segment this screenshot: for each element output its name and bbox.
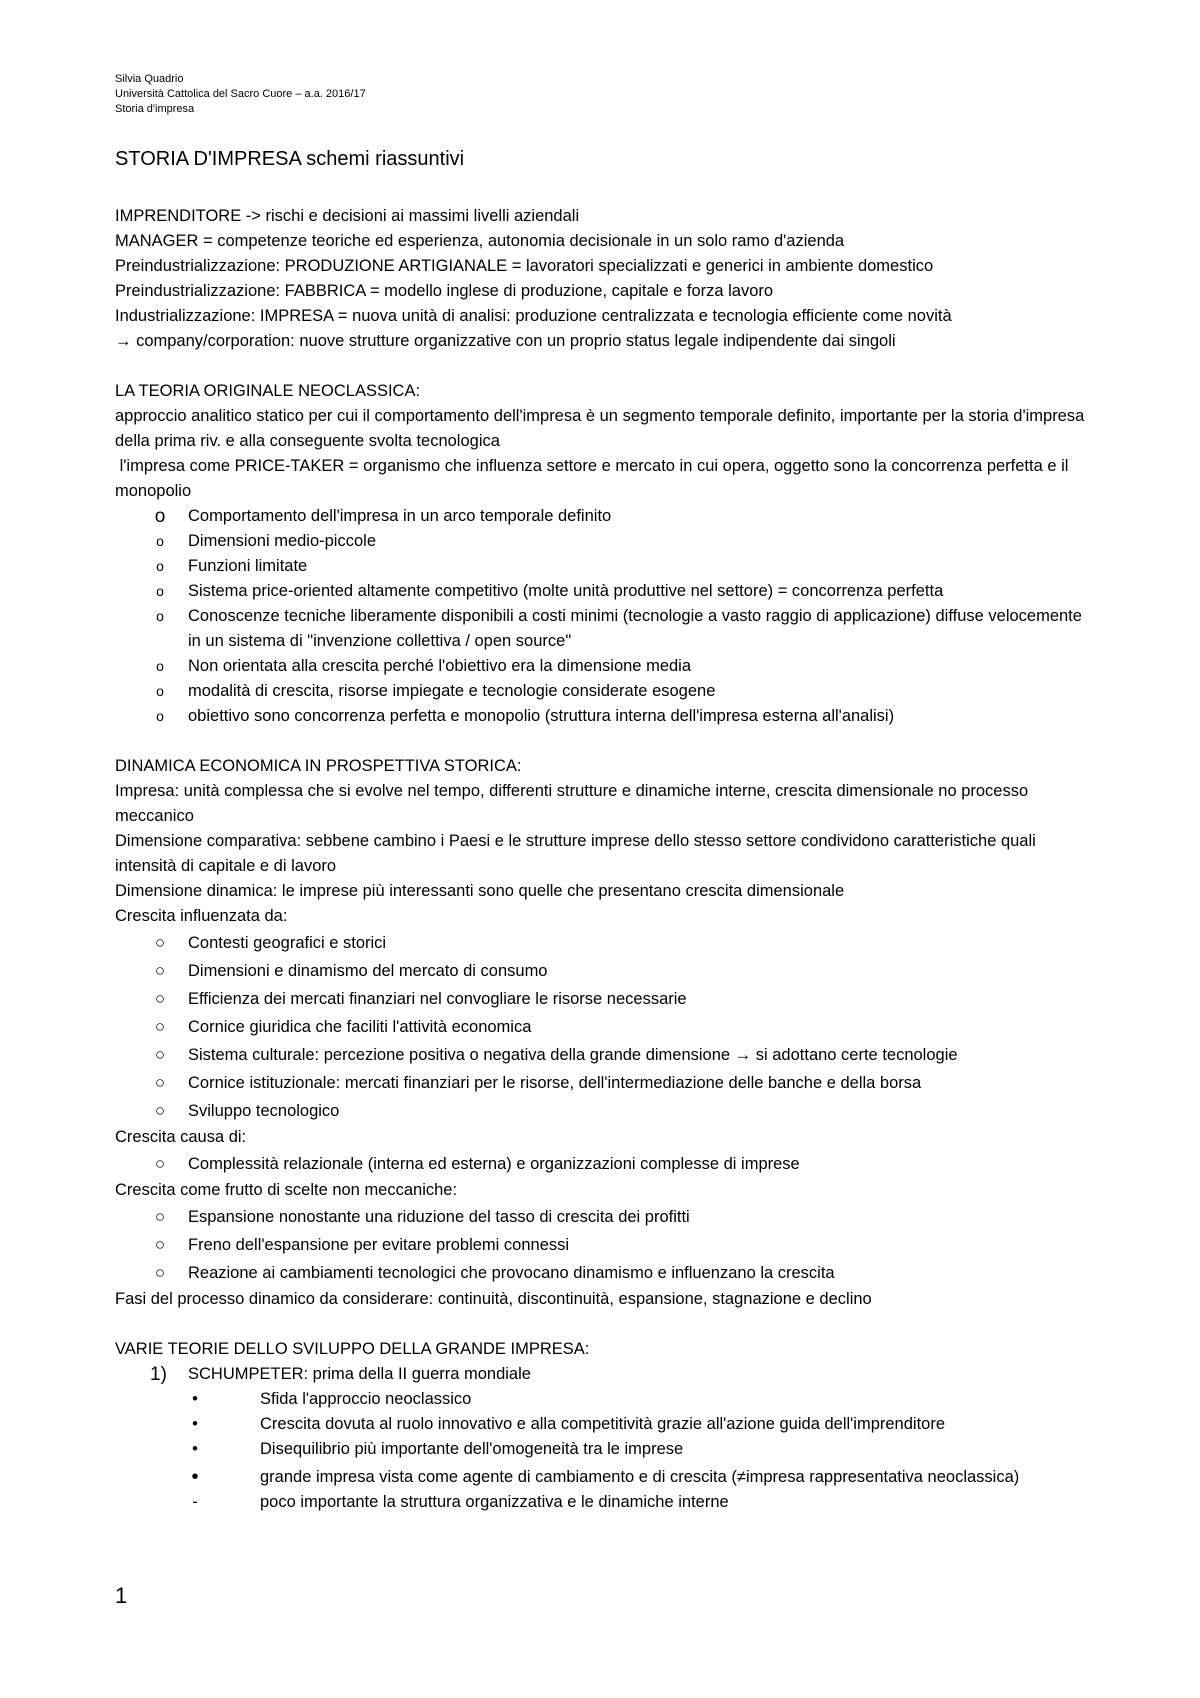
list-marker: ○	[154, 1235, 166, 1254]
list-item	[115, 957, 1095, 985]
bullet-marker: •	[192, 1415, 198, 1433]
list-item-text: Freno dell'espansione per evitare problemi connessi	[188, 1236, 570, 1254]
list-item-text: Sistema price-oriented altamente competitivo (molte unità produttive nel settore) = concorrenza perfetta	[188, 582, 944, 600]
list-item-text: Reazione ai cambiamenti tecnologici che provocano dinamismo e influenzano la crescita	[188, 1264, 835, 1282]
list-marker: o	[156, 658, 164, 674]
list-item	[115, 1013, 1095, 1041]
list-item	[115, 704, 1095, 729]
list-item	[115, 985, 1095, 1013]
list-item	[115, 1097, 1095, 1125]
list-item-text: obiettivo sono concorrenza perfetta e monopolio (struttura interna dell'impresa esterna all'analisi)	[188, 707, 895, 725]
list-marker: ○	[154, 989, 166, 1008]
header-author: Silvia Quadrio	[115, 73, 184, 85]
list-item-text: Dimensioni e dinamismo del mercato di consumo	[188, 962, 548, 980]
list-marker: ○	[154, 1263, 166, 1282]
bullet-item	[115, 1412, 1095, 1437]
header-university: Università Cattolica del Sacro Cuore – a.a. 2016/17	[115, 88, 366, 100]
intro-line: Preindustrializzazione: PRODUZIONE ARTIGIANALE = lavoratori specializzati e generici in ambiente domestico	[115, 257, 934, 275]
list-item-text: Efficienza dei mercati finanziari nel convogliare le risorse necessarie	[188, 990, 687, 1008]
list-item-text: Conoscenze tecniche liberamente disponibili a costi minimi (tecnologie a vasto raggio di applicazione) diffuse velocemente in un sistema di "invenzione collettiva / open source"	[188, 607, 1082, 650]
bullet-marker: •	[192, 1440, 198, 1458]
list-marker: ○	[154, 1154, 166, 1173]
list-marker: o	[156, 533, 164, 549]
list-marker: ○	[154, 1101, 166, 1120]
list-item-text: grande impresa vista come agente di cambiamento e di crescita (≠impresa rappresentativa neoclassica)	[260, 1468, 1020, 1486]
list-item-text: Sfida l'approccio neoclassico	[260, 1390, 472, 1408]
list-label: Crescita come frutto di scelte non meccaniche:	[115, 1181, 458, 1199]
section-heading-teorie: VARIE TEORIE DELLO SVILUPPO DELLA GRANDE IMPRESA:	[115, 1340, 590, 1358]
bullet-item	[115, 1465, 1095, 1490]
list-marker: ○	[154, 961, 166, 980]
list-item	[115, 504, 1095, 529]
list-number: 1)	[150, 1364, 167, 1385]
list-item-text: Sistema culturale: percezione positiva o negativa della grande dimensione → si adottano certe tecnologie	[188, 1046, 958, 1064]
paragraph: Impresa: unità complessa che si evolve nel tempo, differenti strutture e dinamiche interne, crescita dimensionale no processo meccanico	[115, 782, 1029, 825]
page-number: 1	[115, 1583, 128, 1608]
list-marker: o	[156, 583, 164, 599]
paragraph: Fasi del processo dinamico da considerare: continuità, discontinuità, espansione, stagnazione e declino	[115, 1290, 872, 1308]
paragraph: Dimensione comparativa: sebbene cambino i Paesi e le strutture imprese dello stesso settore condividono caratteristiche quali intensità di capitale e di lavoro	[115, 832, 1036, 875]
bullet-item	[115, 1387, 1095, 1412]
list-item	[115, 1069, 1095, 1097]
intro-line: Industrializzazione: IMPRESA = nuova unità di analisi: produzione centralizzata e tecnologia efficiente come novità	[115, 307, 952, 325]
dash-item	[115, 1490, 1095, 1515]
list-item-text: SCHUMPETER: prima della II guerra mondiale	[188, 1365, 531, 1383]
intro-line: IMPRENDITORE -> rischi e decisioni ai massimi livelli aziendali	[115, 207, 580, 225]
bullet-marker: •	[191, 1466, 199, 1488]
list-marker: ○	[154, 1073, 166, 1092]
list-marker: ○	[154, 1207, 166, 1226]
list-marker: ○	[154, 1045, 166, 1064]
list-item	[115, 1041, 1095, 1069]
page-header	[115, 72, 366, 117]
header-course: Storia d'impresa	[115, 103, 195, 115]
list-item	[115, 654, 1095, 679]
section-heading-neoclassica: LA TEORIA ORIGINALE NEOCLASSICA:	[115, 382, 421, 400]
bullet-marker: •	[192, 1390, 198, 1408]
list-item-text: Sviluppo tecnologico	[188, 1102, 340, 1120]
numbered-item	[115, 1362, 1095, 1387]
list-item-text: Cornice istituzionale: mercati finanziari per le risorse, dell'intermediazione delle banche e della borsa	[188, 1074, 922, 1092]
list-marker: o	[156, 683, 164, 699]
paragraph: approccio analitico statico per cui il comportamento dell'impresa è un segmento temporale definito, importante per la storia d'impresa della prima riv. e alla conseguente svolta tecnologica	[115, 407, 1085, 450]
document-title: STORIA D'IMPRESA schemi riassuntivi	[115, 148, 465, 170]
paragraph: l'impresa come PRICE-TAKER = organismo che influenza settore e mercato in cui opera, oggetto sono la concorrenza perfetta e il monopolio	[115, 457, 1074, 500]
list-marker: ○	[154, 1017, 166, 1036]
list-label: Crescita influenzata da:	[115, 907, 288, 925]
list-label: Crescita causa di:	[115, 1128, 247, 1146]
list-item-text: Espansione nonostante una riduzione del tasso di crescita dei profitti	[188, 1208, 690, 1226]
list-item	[115, 579, 1095, 604]
intro-line: Preindustrializzazione: FABBRICA = modello inglese di produzione, capitale e forza lavoro	[115, 282, 774, 300]
intro-line: → company/corporation: nuove strutture organizzative con un proprio status legale indipendente dai singoli	[115, 332, 896, 350]
list-item-text: Cornice giuridica che faciliti l'attività economica	[188, 1018, 532, 1036]
paragraph: Dimensione dinamica: le imprese più interessanti sono quelle che presentano crescita dimensionale	[115, 882, 845, 900]
list-item	[115, 679, 1095, 704]
bullet-item	[115, 1437, 1095, 1462]
list-marker: o	[156, 708, 164, 724]
dash-marker: -	[192, 1493, 198, 1511]
list-item-text: Non orientata alla crescita perché l'obiettivo era la dimensione media	[188, 657, 692, 675]
list-item-text: Funzioni limitate	[188, 557, 308, 575]
list-item-text: Disequilibrio più importante dell'omogeneità tra le imprese	[260, 1440, 684, 1458]
list-item-text: Crescita dovuta al ruolo innovativo e alla competitività grazie all'azione guida dell'imprenditore	[260, 1415, 946, 1433]
intro-line: MANAGER = competenze teoriche ed esperienza, autonomia decisionale in un solo ramo d'azienda	[115, 232, 845, 250]
list-marker: o	[156, 558, 164, 574]
list-item	[115, 1203, 1095, 1231]
section-heading-dinamica: DINAMICA ECONOMICA IN PROSPETTIVA STORICA:	[115, 757, 522, 775]
list-marker: o	[156, 608, 164, 624]
list-item	[115, 529, 1095, 554]
list-item-text: modalità di crescita, risorse impiegate e tecnologie considerate esogene	[188, 682, 716, 700]
list-item-text: Contesti geografici e storici	[188, 934, 387, 952]
list-item	[115, 1150, 1095, 1178]
list-marker: o	[154, 506, 166, 527]
list-item	[115, 554, 1095, 579]
list-item	[115, 604, 1095, 654]
list-item-text: Complessità relazionale (interna ed esterna) e organizzazioni complesse di imprese	[188, 1155, 800, 1173]
list-marker: ○	[154, 933, 166, 952]
list-item-text: Dimensioni medio-piccole	[188, 532, 376, 550]
list-item-text: Comportamento dell'impresa in un arco temporale definito	[188, 507, 612, 525]
list-item-text: poco importante la struttura organizzativa e le dinamiche interne	[260, 1493, 729, 1511]
list-item	[115, 1231, 1095, 1259]
document-body	[115, 204, 1095, 1515]
list-item	[115, 929, 1095, 957]
list-item	[115, 1259, 1095, 1287]
